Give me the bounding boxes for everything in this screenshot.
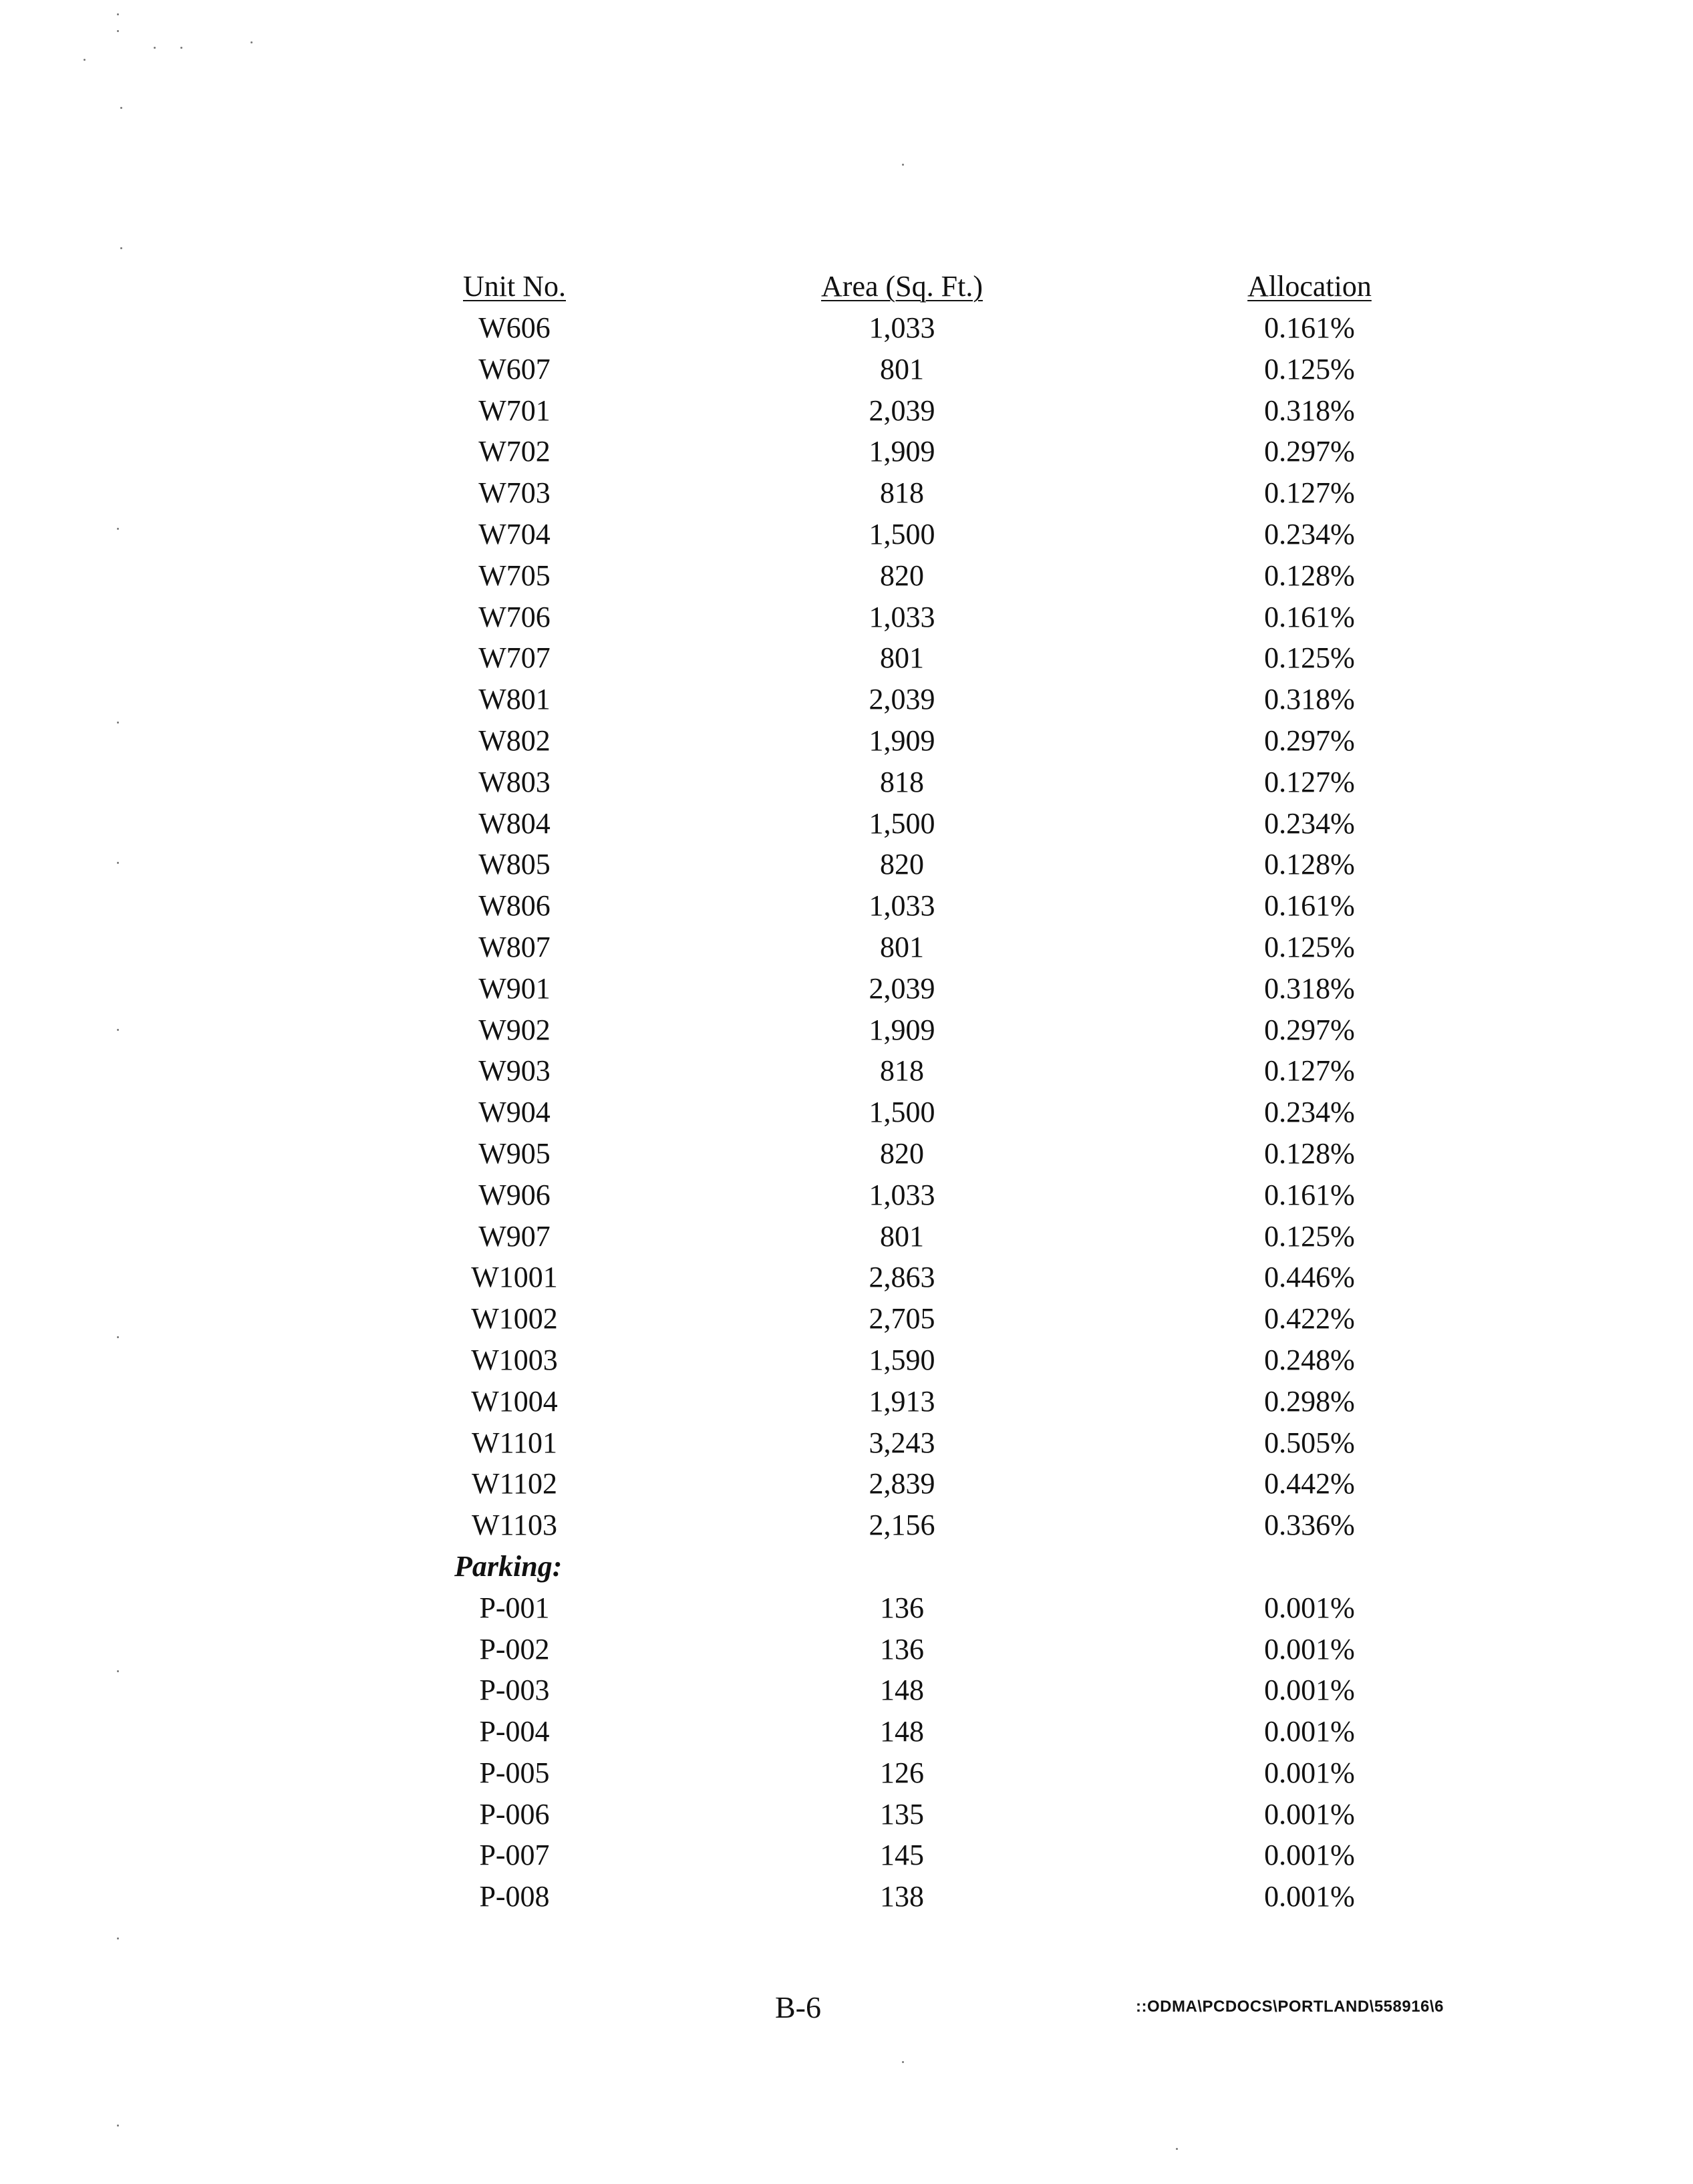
unit-no-cell: W903 bbox=[478, 1054, 551, 1088]
area-cell: 2,039 bbox=[869, 971, 935, 1005]
allocation-cell: 0.446% bbox=[1264, 1261, 1355, 1294]
area-cell: 801 bbox=[880, 1219, 924, 1253]
unit-no-cell: W807 bbox=[478, 930, 551, 963]
allocation-cell: 0.127% bbox=[1264, 1054, 1355, 1088]
document-path: ::ODMA\PCDOCS\PORTLAND\558916\6 bbox=[1136, 1998, 1444, 2016]
table-header bbox=[374, 266, 1497, 307]
table-row bbox=[374, 1505, 1497, 1546]
unit-no-cell: W803 bbox=[478, 765, 551, 798]
table-row bbox=[374, 1050, 1497, 1092]
unit-no-cell: W902 bbox=[478, 1013, 551, 1046]
area-cell: 1,909 bbox=[869, 724, 935, 757]
area-cell: 2,039 bbox=[869, 683, 935, 716]
parking-row bbox=[374, 1711, 1497, 1752]
parking-row bbox=[374, 1794, 1497, 1835]
allocation-cell: 0.234% bbox=[1264, 806, 1355, 840]
area-cell: 801 bbox=[880, 641, 924, 675]
scan-speck bbox=[117, 862, 119, 864]
scan-speck bbox=[180, 47, 182, 49]
unit-no-cell: P-003 bbox=[479, 1674, 550, 1707]
scan-speck bbox=[251, 41, 253, 43]
allocation-cell: 0.234% bbox=[1264, 517, 1355, 551]
unit-no-cell: W905 bbox=[478, 1136, 551, 1170]
unit-no-cell: W802 bbox=[478, 724, 551, 757]
allocation-cell: 0.001% bbox=[1264, 1839, 1355, 1872]
header-unit-no: Unit No. bbox=[463, 270, 566, 303]
scan-speck bbox=[1176, 2148, 1178, 2150]
table-row bbox=[374, 1298, 1497, 1340]
unit-no-cell: W901 bbox=[478, 971, 551, 1005]
unit-no-cell: W801 bbox=[478, 683, 551, 716]
area-cell: 135 bbox=[880, 1797, 924, 1831]
area-cell: 1,033 bbox=[869, 889, 935, 923]
scan-speck bbox=[154, 47, 156, 49]
header-area: Area (Sq. Ft.) bbox=[821, 270, 983, 303]
table-row bbox=[374, 844, 1497, 885]
unit-no-cell: W704 bbox=[478, 517, 551, 551]
table-row bbox=[374, 1175, 1497, 1216]
allocation-cell: 0.336% bbox=[1264, 1509, 1355, 1542]
table-row bbox=[374, 431, 1497, 472]
allocation-cell: 0.001% bbox=[1264, 1797, 1355, 1831]
allocation-cell: 0.318% bbox=[1264, 683, 1355, 716]
unit-no-cell: P-002 bbox=[479, 1632, 550, 1666]
unit-no-cell: W606 bbox=[478, 311, 551, 344]
area-cell: 1,590 bbox=[869, 1343, 935, 1376]
allocation-cell: 0.001% bbox=[1264, 1632, 1355, 1666]
unit-no-cell: P-001 bbox=[479, 1591, 550, 1624]
parking-row bbox=[374, 1629, 1497, 1670]
unit-no-cell: P-006 bbox=[479, 1797, 550, 1831]
area-cell: 1,033 bbox=[869, 1178, 935, 1211]
parking-row bbox=[374, 1876, 1497, 1917]
allocation-cell: 0.125% bbox=[1264, 930, 1355, 963]
unit-no-cell: P-007 bbox=[479, 1839, 550, 1872]
scan-speck bbox=[117, 1670, 119, 1672]
unit-no-cell: W806 bbox=[478, 889, 551, 923]
allocation-cell: 0.001% bbox=[1264, 1674, 1355, 1707]
table-row bbox=[374, 679, 1497, 720]
page-number: B-6 bbox=[775, 1990, 821, 2024]
area-cell: 145 bbox=[880, 1839, 924, 1872]
table-row bbox=[374, 597, 1497, 638]
area-cell: 1,500 bbox=[869, 806, 935, 840]
allocation-cell: 0.297% bbox=[1264, 1013, 1355, 1046]
allocation-cell: 0.127% bbox=[1264, 765, 1355, 798]
area-cell: 2,839 bbox=[869, 1467, 935, 1501]
allocation-cell: 0.505% bbox=[1264, 1426, 1355, 1459]
area-cell: 2,863 bbox=[869, 1261, 935, 1294]
allocation-cell: 0.128% bbox=[1264, 848, 1355, 881]
area-cell: 818 bbox=[880, 765, 924, 798]
area-cell: 1,913 bbox=[869, 1384, 935, 1418]
table-row bbox=[374, 1216, 1497, 1257]
allocation-cell: 0.297% bbox=[1264, 435, 1355, 468]
scan-speck bbox=[120, 247, 122, 249]
allocation-cell: 0.248% bbox=[1264, 1343, 1355, 1376]
table-row bbox=[374, 1381, 1497, 1422]
table-row bbox=[374, 307, 1497, 349]
area-cell: 136 bbox=[880, 1591, 924, 1624]
unit-no-cell: W707 bbox=[478, 641, 551, 675]
table-row bbox=[374, 1422, 1497, 1464]
area-cell: 136 bbox=[880, 1632, 924, 1666]
area-cell: 1,033 bbox=[869, 311, 935, 344]
unit-no-cell: W1102 bbox=[472, 1467, 557, 1501]
allocation-cell: 0.442% bbox=[1264, 1467, 1355, 1501]
unit-no-cell: W702 bbox=[478, 435, 551, 468]
table-row bbox=[374, 472, 1497, 514]
area-cell: 1,909 bbox=[869, 1013, 935, 1046]
scan-speck bbox=[117, 1029, 119, 1031]
scan-speck bbox=[120, 107, 122, 109]
unit-no-cell: W907 bbox=[478, 1219, 551, 1253]
parking-row bbox=[374, 1752, 1497, 1794]
area-cell: 2,039 bbox=[869, 394, 935, 427]
area-cell: 126 bbox=[880, 1756, 924, 1789]
unit-no-cell: W904 bbox=[478, 1096, 551, 1129]
parking-label: Parking: bbox=[454, 1549, 563, 1583]
allocation-cell: 0.125% bbox=[1264, 1219, 1355, 1253]
allocation-cell: 0.318% bbox=[1264, 394, 1355, 427]
area-cell: 818 bbox=[880, 1054, 924, 1088]
scan-speck bbox=[117, 528, 119, 530]
area-cell: 801 bbox=[880, 352, 924, 385]
unit-no-cell: W1101 bbox=[472, 1426, 557, 1459]
unit-no-cell: W703 bbox=[478, 476, 551, 510]
allocation-cell: 0.001% bbox=[1264, 1756, 1355, 1789]
allocation-cell: 0.128% bbox=[1264, 559, 1355, 592]
area-cell: 1,500 bbox=[869, 517, 935, 551]
allocation-cell: 0.297% bbox=[1264, 724, 1355, 757]
unit-rows bbox=[374, 307, 1497, 1546]
scan-speck bbox=[84, 59, 86, 61]
parking-row bbox=[374, 1587, 1497, 1629]
table-row bbox=[374, 885, 1497, 927]
allocation-cell: 0.161% bbox=[1264, 600, 1355, 633]
table-row bbox=[374, 1257, 1497, 1298]
table-row bbox=[374, 1133, 1497, 1175]
table-row bbox=[374, 514, 1497, 555]
unit-no-cell: P-004 bbox=[479, 1715, 550, 1748]
unit-no-cell: W705 bbox=[478, 559, 551, 592]
allocation-cell: 0.298% bbox=[1264, 1384, 1355, 1418]
unit-no-cell: W805 bbox=[478, 848, 551, 881]
area-cell: 3,243 bbox=[869, 1426, 935, 1459]
parking-row bbox=[374, 1835, 1497, 1876]
unit-no-cell: W1001 bbox=[471, 1261, 558, 1294]
unit-no-cell: P-008 bbox=[479, 1880, 550, 1913]
area-cell: 2,705 bbox=[869, 1302, 935, 1336]
table-row bbox=[374, 1340, 1497, 1381]
scan-speck bbox=[117, 722, 119, 724]
table-row bbox=[374, 968, 1497, 1009]
area-cell: 2,156 bbox=[869, 1509, 935, 1542]
unit-no-cell: W1002 bbox=[471, 1302, 558, 1336]
table-row bbox=[374, 1463, 1497, 1505]
unit-no-cell: W706 bbox=[478, 600, 551, 633]
table-row bbox=[374, 555, 1497, 597]
area-cell: 820 bbox=[880, 848, 924, 881]
allocation-cell: 0.125% bbox=[1264, 352, 1355, 385]
scan-speck bbox=[902, 164, 904, 166]
scan-speck bbox=[902, 2061, 904, 2063]
area-cell: 820 bbox=[880, 559, 924, 592]
scan-speck bbox=[117, 1937, 119, 1939]
table-row bbox=[374, 1092, 1497, 1133]
area-cell: 148 bbox=[880, 1674, 924, 1707]
area-cell: 818 bbox=[880, 476, 924, 510]
scan-speck bbox=[117, 2125, 119, 2127]
unit-no-cell: W701 bbox=[478, 394, 551, 427]
area-cell: 148 bbox=[880, 1715, 924, 1748]
allocation-cell: 0.128% bbox=[1264, 1136, 1355, 1170]
table-row bbox=[374, 720, 1497, 762]
parking-row bbox=[374, 1670, 1497, 1711]
parking-rows bbox=[374, 1587, 1497, 1917]
table-row bbox=[374, 349, 1497, 390]
header-allocation: Allocation bbox=[1247, 270, 1372, 303]
area-cell: 820 bbox=[880, 1136, 924, 1170]
allocation-cell: 0.161% bbox=[1264, 1178, 1355, 1211]
allocation-cell: 0.001% bbox=[1264, 1591, 1355, 1624]
table-row bbox=[374, 803, 1497, 844]
allocation-table bbox=[374, 266, 1497, 1917]
scan-speck bbox=[117, 13, 119, 15]
allocation-cell: 0.161% bbox=[1264, 889, 1355, 923]
table-row bbox=[374, 1009, 1497, 1051]
area-cell: 801 bbox=[880, 930, 924, 963]
unit-no-cell: P-005 bbox=[479, 1756, 550, 1789]
table-row bbox=[374, 762, 1497, 803]
area-cell: 1,033 bbox=[869, 600, 935, 633]
allocation-cell: 0.001% bbox=[1264, 1715, 1355, 1748]
allocation-cell: 0.422% bbox=[1264, 1302, 1355, 1336]
parking-section-row bbox=[374, 1546, 1497, 1587]
area-cell: 1,500 bbox=[869, 1096, 935, 1129]
allocation-cell: 0.318% bbox=[1264, 971, 1355, 1005]
unit-no-cell: W1004 bbox=[471, 1384, 558, 1418]
allocation-cell: 0.125% bbox=[1264, 641, 1355, 675]
table-row bbox=[374, 390, 1497, 432]
scan-speck bbox=[117, 30, 119, 32]
allocation-cell: 0.234% bbox=[1264, 1096, 1355, 1129]
table-row bbox=[374, 927, 1497, 968]
scan-speck bbox=[117, 1336, 119, 1338]
unit-no-cell: W1003 bbox=[471, 1343, 558, 1376]
unit-no-cell: W906 bbox=[478, 1178, 551, 1211]
unit-no-cell: W804 bbox=[478, 806, 551, 840]
table-row bbox=[374, 637, 1497, 679]
allocation-cell: 0.161% bbox=[1264, 311, 1355, 344]
unit-no-cell: W607 bbox=[478, 352, 551, 385]
allocation-cell: 0.001% bbox=[1264, 1880, 1355, 1913]
area-cell: 138 bbox=[880, 1880, 924, 1913]
allocation-cell: 0.127% bbox=[1264, 476, 1355, 510]
unit-no-cell: W1103 bbox=[472, 1509, 557, 1542]
area-cell: 1,909 bbox=[869, 435, 935, 468]
